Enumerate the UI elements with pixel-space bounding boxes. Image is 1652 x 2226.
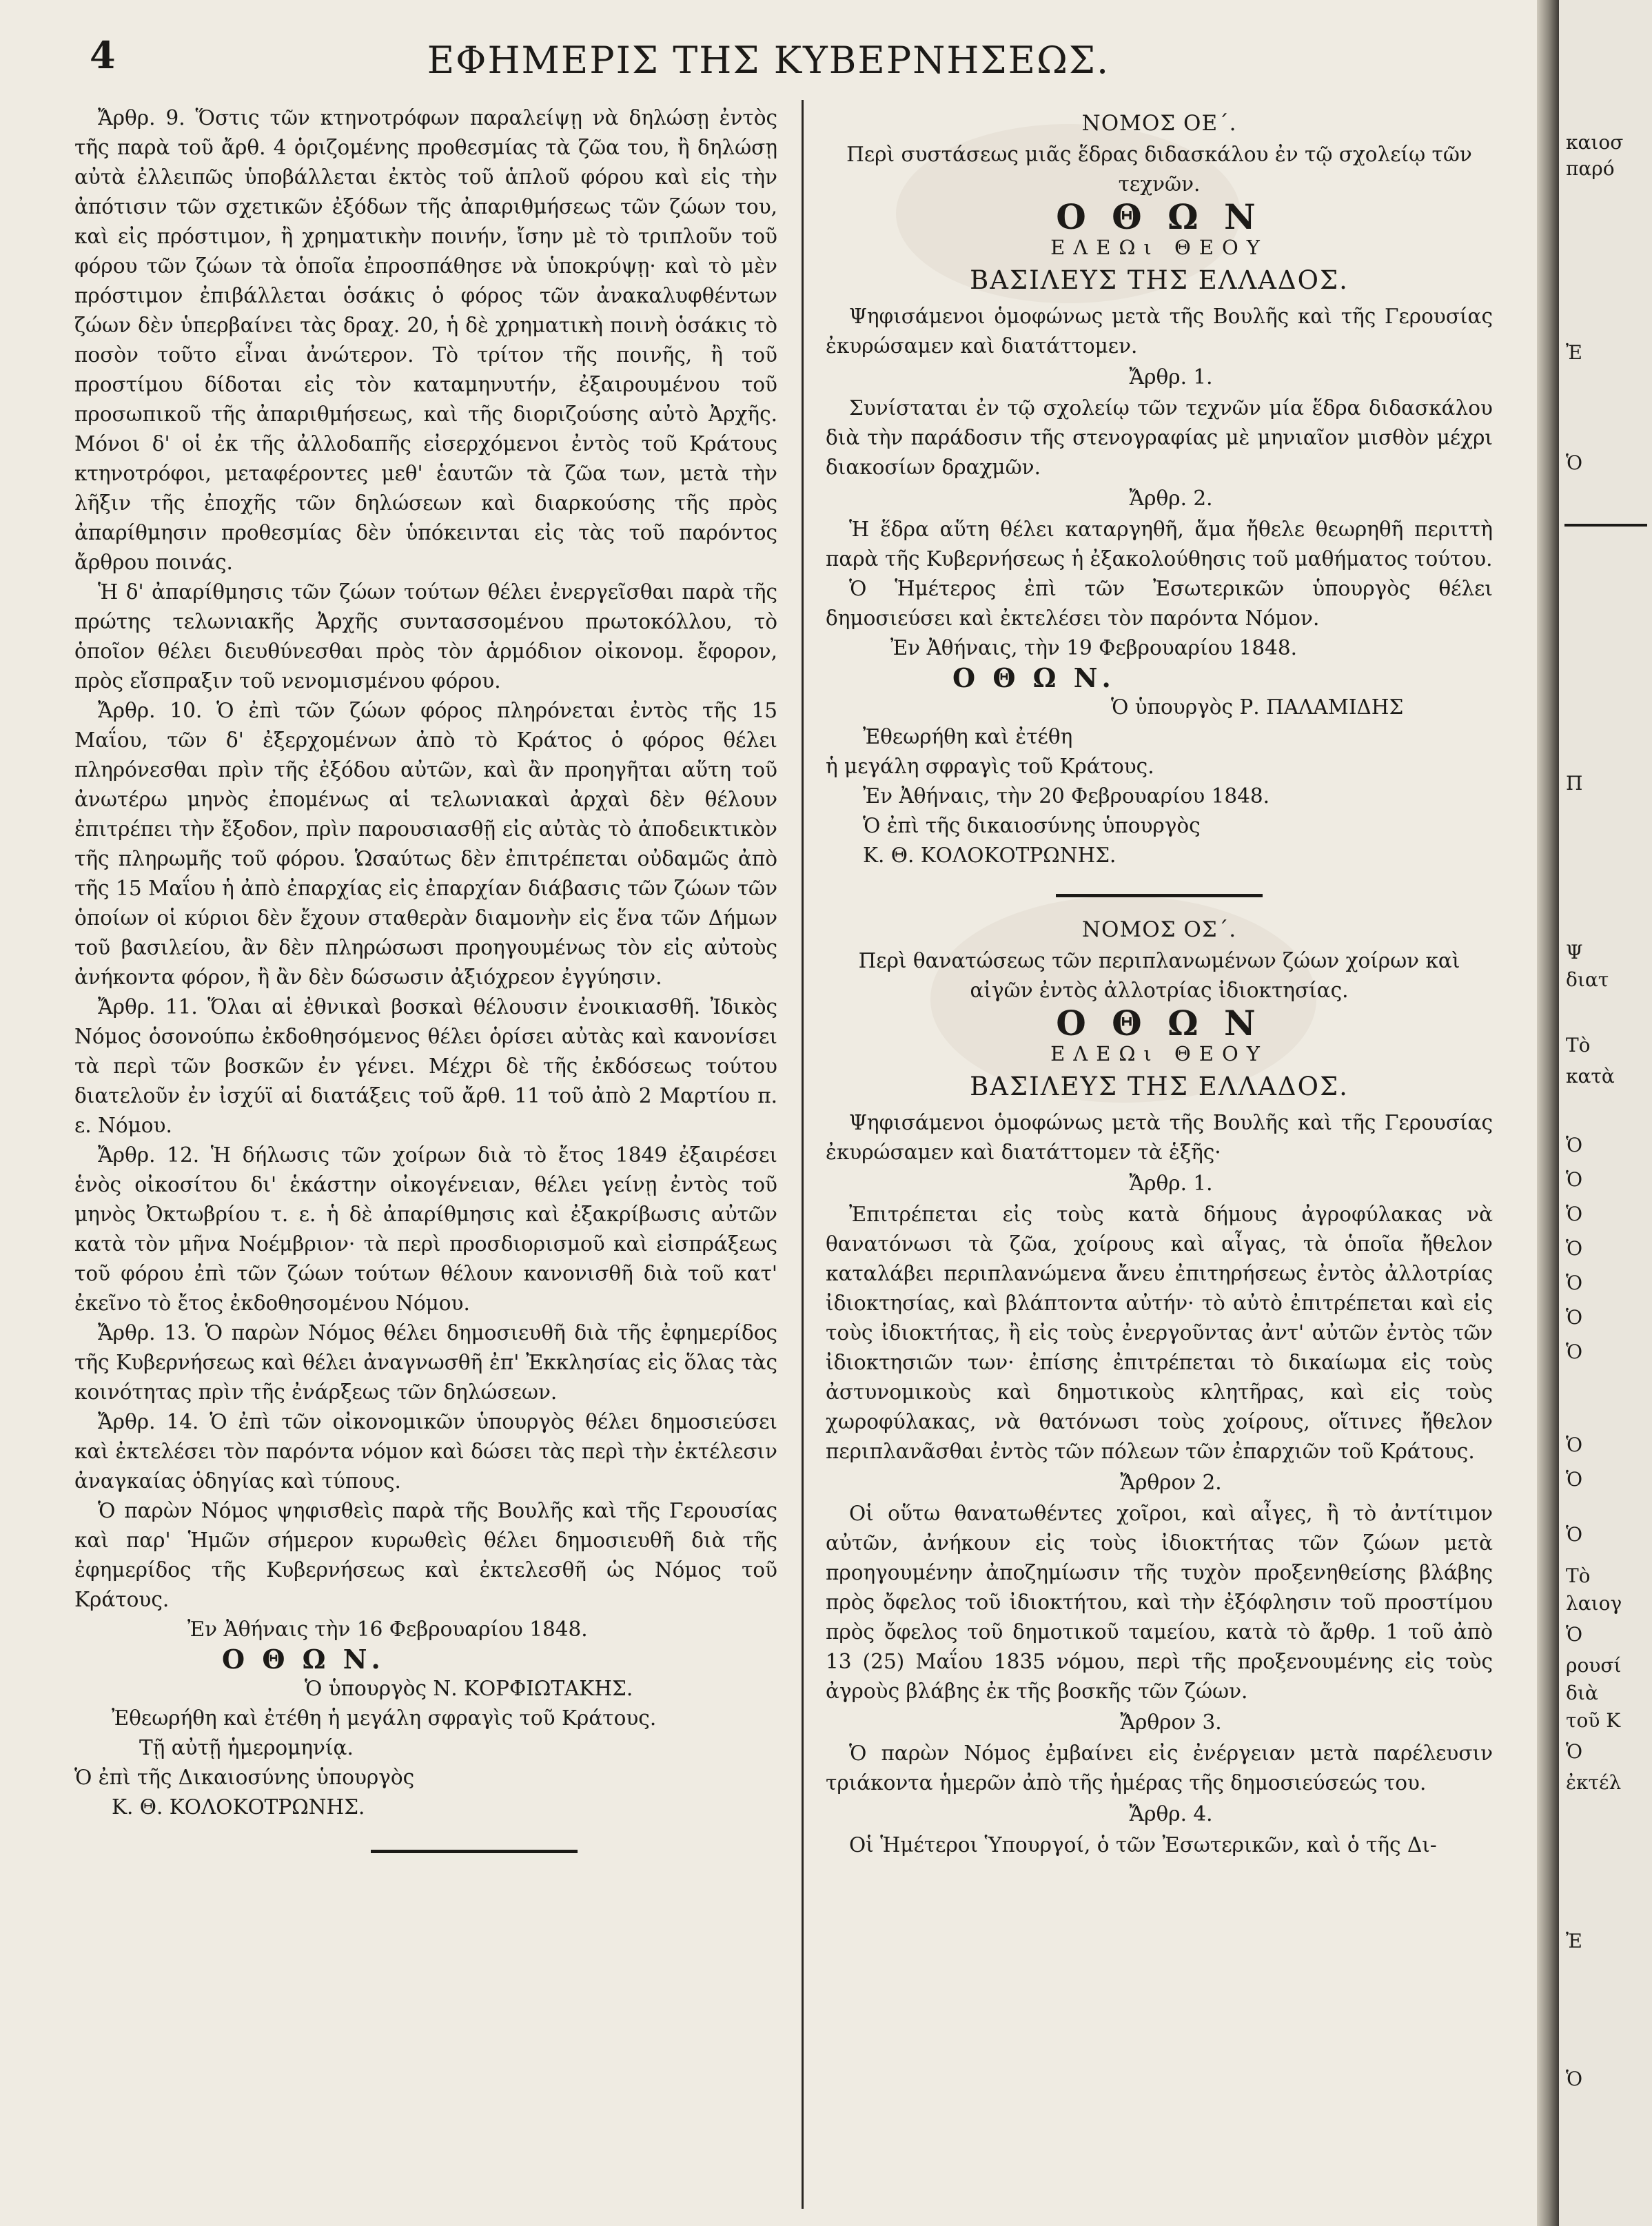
right-column xyxy=(826,103,1493,1860)
law-76-subject: Περὶ θανατώσεως τῶν περιπλανωμένων ζώων χοίρων καὶ αἰγῶν ἐντὸς ἀλλοτρίας ἰδιοκτησίας. xyxy=(858,949,1460,1002)
adjacent-text-fragment: κατὰ xyxy=(1566,1065,1615,1088)
adjacent-text-fragment: διατ xyxy=(1566,968,1609,991)
law-76-article-1-heading: Ἄρθρ. 1. xyxy=(1129,1172,1213,1195)
adjacent-text-fragment: παρό xyxy=(1566,157,1615,180)
article-9: Ἄρθρ. 9. Ὅστις τῶν κτηνοτρόφων παραλείψῃ νὰ δηλώσῃ ἐντὸς τῆς παρὰ τοῦ ἄρθ. 4 ὁριζομένης προθεσμίας τὰ ζῶα του, ἢ δηλώσῃ αὐτὰ ἐλλειπῶς ὑποβάλλεται ἐκτὸς τοῦ ἁπλοῦ φόρου καὶ εἰς τὴν ἀπότισιν τῶν σχετικῶν ἐξόδων τῆς ἀπαριθμήσεως τῶν ζώων του, καὶ εἰς πρόστιμον, ἢ χρηματικὴν ποινήν, ἴσην μὲ τὸ τριπλοῦν τοῦ φόρου τῶν ζώων τὰ ὁποῖα ἐπροσπάθησε νὰ ὑποκρύψῃ· καὶ τὸ μὲν πρόστιμον ἐπιβάλλεται ὁσάκις ὁ φόρος τῶν ἀνακαλυφθέντων ζώων δὲν ὑπερβαίνει τὰς δραχ. 20, ἡ δὲ χρηματικὴ ποινὴ ὁσάκις τὸ ποσὸν τοῦτο εἶναι ἀνώτερον. Τὸ τρίτον τῆς ποινῆς, ἢ τοῦ προστίμου δίδοται εἰς τὸν καταμηνυτήν, ἐξαιρουμένου τοῦ προσωπικοῦ τῆς ἀπαριθμήσεως, καὶ τῆς διοριζούσης αὐτὸ Ἀρχῆς. Μόνοι δ' οἱ ἐκ τῆς ἀλλοδαπῆς εἰσερχόμενοι ἐντὸς τοῦ Κράτους κτηνοτρόφοι, μεταφέροντες μεθ' ἑαυτῶν τὰ ζῶα των, μετὰ τὴν λῆξιν τῆς ἐποχῆς τῶν δηλώσεων καὶ διαρκούσης τῆς πρὸς ἀπαρίθμησιν προθεσμίας δὲν ὑπόκεινται εἰς τὰς τοῦ παρόντος ἄρθρου ποινάς. xyxy=(74,106,777,574)
adjacent-text-fragment: Ὁ xyxy=(1566,1237,1583,1260)
law-75-number: ΝΟΜΟΣ ΟΕ΄. xyxy=(1081,111,1237,136)
law-75-article-1: Συνίσταται ἐν τῷ σχολείῳ τῶν τεχνῶν μία ἕδρα διδασκάλου διὰ τὴν παράδοσιν τῆς στενογραφίας μὲ μηνιαῖον μισθὸν μέχρι διακοσίων δραχμῶν. xyxy=(826,396,1493,479)
adjacent-text-fragment: ρουσί xyxy=(1566,1654,1622,1677)
adjacent-rule xyxy=(1564,524,1647,527)
law-76-royal-title: ΒΑΣΙΛΕΥΣ ΤΗΣ ΕΛΛΑΔΟΣ. xyxy=(970,1072,1349,1101)
adjacent-text-fragment: Τὸ xyxy=(1566,1564,1591,1587)
law-76-article-3-heading: Ἄρθρον 3. xyxy=(1120,1711,1222,1734)
law-76-article-4-heading: Ἄρθρ. 4. xyxy=(1129,1802,1213,1826)
law-76-number: ΝΟΜΟΣ ΟΣ΄. xyxy=(1081,917,1237,942)
adjacent-text-fragment: διὰ xyxy=(1566,1682,1598,1704)
same-date-note: Τῇ αὐτῇ ἡμερομηνίᾳ. xyxy=(139,1736,354,1759)
law-76-grace: ΕΛΕΩι ΘΕΟΥ xyxy=(1050,1042,1268,1065)
law-76-king: Ο Θ Ω Ν xyxy=(1056,1003,1263,1043)
running-title: ΕΦΗΜΕΡΙΣ ΤΗΣ ΚΥΒΕΡΝΗΣΕΩΣ. xyxy=(427,39,1110,82)
seal-note: Ἐθεωρήθη καὶ ἐτέθη ἡ μεγάλη σφραγὶς τοῦ Κράτους. xyxy=(112,1706,657,1730)
law-75-signature: Ο Θ Ω Ν. xyxy=(952,662,1115,693)
closing-formula: Ὁ παρὼν Νόμος ψηφισθεὶς παρὰ τῆς Βουλῆς καὶ τῆς Γερουσίας καὶ παρ' Ἡμῶν σήμερον κυρωθεὶς θέλει δημοσιευθῆ διὰ τῆς ἐφημερίδος τῆς Κυβερνήσεως καὶ ἐκτελεσθῆ ὡς Νόμος τοῦ Κράτους. xyxy=(74,1499,777,1611)
law-75-execution: Ὁ Ἡμέτερος ἐπὶ τῶν Ἐσωτερικῶν ὑπουργὸς θέλει δημοσιεύσει καὶ ἐκτελέσει τὸν παρόντα Νόμον. xyxy=(826,577,1493,630)
law-75-justice-name: Κ. Θ. ΚΟΛΟΚΟΤΡΩΝΗΣ. xyxy=(863,844,1116,867)
adjacent-text-fragment: Ὁ xyxy=(1566,1272,1583,1294)
law-76-preamble: Ψηφισάμενοι ὁμοφώνως μετὰ τῆς Βουλῆς καὶ τῆς Γερουσίας ἐκυρώσαμεν καὶ διατάττομεν τὰ ἑξῆς· xyxy=(826,1111,1493,1164)
law-75-seal-2: ἡ μεγάλη σφραγὶς τοῦ Κράτους. xyxy=(826,755,1154,778)
book-gutter xyxy=(1537,0,1559,2226)
king-signature: Ο Θ Ω Ν. xyxy=(222,1644,385,1675)
adjacent-text-fragment: ἐκτέλ xyxy=(1566,1771,1622,1794)
section-rule xyxy=(371,1850,578,1853)
adjacent-text-fragment: Ὁ xyxy=(1566,1306,1583,1329)
law-75-subject: Περὶ συστάσεως μιᾶς ἕδρας διδασκάλου ἐν τῷ σχολείῳ τῶν τεχνῶν. xyxy=(846,143,1472,196)
law-75-king: Ο Θ Ω Ν xyxy=(1056,196,1263,237)
adjacent-text-fragment: Ὁ xyxy=(1566,451,1583,474)
law-75-preamble: Ψηφισάμενοι ὁμοφώνως μετὰ τῆς Βουλῆς καὶ τῆς Γερουσίας ἐκυρώσαμεν καὶ διατάττομεν. xyxy=(826,305,1493,358)
law-75-justice-minister: Ὁ ἐπὶ τῆς δικαιοσύνης ὑπουργὸς xyxy=(863,814,1201,837)
law-75-article-2: Ἡ ἕδρα αὕτη θέλει καταργηθῆ, ἅμα ἤθελε θεωρηθῆ περιττὴ παρὰ τῆς Κυβερνήσεως ἡ ἐξακολούθησις τοῦ μαθήματος τούτου. xyxy=(826,518,1493,571)
left-column xyxy=(74,103,777,1853)
law-75-seal-date: Ἐν Ἀθήναις, τὴν 20 Φεβρουαρίου 1848. xyxy=(863,784,1270,808)
adjacent-page-edge xyxy=(1559,0,1652,2226)
adjacent-text-fragment: Τὸ xyxy=(1566,1034,1591,1056)
law-75-minister: Ὁ ὑπουργὸς Ρ. ΠΑΛΑΜΙΔΗΣ xyxy=(1111,695,1404,719)
adjacent-text-fragment: Π xyxy=(1566,772,1583,795)
section-rule xyxy=(1056,894,1263,897)
law-76-article-2: Οἱ οὕτω θανατωθέντες χοῖροι, καὶ αἶγες, ἢ τὸ ἀντίτιμον αὐτῶν, ἀνήκουν εἰς τοὺς ἰδιοκτήτας τῶν ζώων μετὰ προηγουμένην ἀποζημίωσιν τῆς τυχὸν προξενηθείσης βλάβης πρὸς ὄφελος τοῦ ἰδιοκτήτου, καὶ τὴν ἐξόφλησιν τοῦ προστίμου πρὸς ὄφελος τοῦ δημοτικοῦ ταμείου, κατὰ τὸ ἄρθρ. 1 τοῦ ἀπὸ 13 (25) Μαΐου 1835 νόμου, περὶ τῆς προξενουμένης εἰς τοὺς ἀγροὺς βλάβης ἐκ τῆς βοσκῆς τῶν ζώων. xyxy=(826,1502,1493,1703)
article-12: Ἄρθρ. 12. Ἡ δήλωσις τῶν χοίρων διὰ τὸ ἔτος 1849 ἐξαιρέσει ἑνὸς οἰκοσίτου δι' ἑκάστην οἰκογένειαν, θέλει γείνῃ ἐντὸς τοῦ μηνὸς Ὀκτωβρίου τ. ε. ἡ δὲ ἀπαρίθμησις καὶ ἐξακρίβωσις αὐτῶν κατὰ τὸν μῆνα Νοέμβριον· τὰ περὶ προσδιορισμοῦ καὶ εἰσπράξεως τοῦ φόρου ἐπὶ τῶν ζώων τούτων θέλουν κανονισθῆ διὰ τοῦ κατ' ἐκεῖνο τὸ ἔτος ἐκδοθησομένου Νόμου. xyxy=(74,1143,777,1315)
article-14: Ἄρθρ. 14. Ὁ ἐπὶ τῶν οἰκονομικῶν ὑπουργὸς θέλει δημοσιεύσει καὶ ἐκτελέσει τὸν παρόντα νόμον καὶ δώσει τὰς περὶ τὴν ἐκτέλεσιν ἀναγκαίας ὁδηγίας καὶ τύπους. xyxy=(74,1410,777,1493)
adjacent-text-fragment: λαιογ xyxy=(1566,1592,1622,1615)
enactment-date: Ἐν Ἀθήναις τὴν 16 Φεβρουαρίου 1848. xyxy=(187,1617,588,1641)
column-divider xyxy=(802,100,804,2209)
adjacent-text-fragment: Ὁ xyxy=(1566,1168,1583,1191)
justice-minister-name: Κ. Θ. ΚΟΛΟΚΟΤΡΩΝΗΣ. xyxy=(112,1795,365,1819)
law-76-article-4: Οἱ Ἡμέτεροι Ὑπουργοί, ὁ τῶν Ἐσωτερικῶν, καὶ ὁ τῆς Δι- xyxy=(849,1833,1437,1857)
law-75-royal-title: ΒΑΣΙΛΕΥΣ ΤΗΣ ΕΛΛΑΔΟΣ. xyxy=(970,265,1349,295)
adjacent-text-fragment: Ἐ xyxy=(1566,1930,1582,1952)
justice-minister-title: Ὁ ἐπὶ τῆς Δικαιοσύνης ὑπουργὸς xyxy=(74,1766,415,1789)
adjacent-text-fragment: Ὁ xyxy=(1566,1523,1583,1546)
adjacent-text-fragment: Ὁ xyxy=(1566,1340,1583,1363)
minister-signature: Ὁ ὑπουργὸς Ν. ΚΟΡΦΙΩΤΑΚΗΣ. xyxy=(305,1677,633,1700)
law-75-grace: ΕΛΕΩι ΘΕΟΥ xyxy=(1050,236,1268,259)
adjacent-text-fragment: Ὁ xyxy=(1566,1433,1583,1456)
adjacent-text-fragment: καιοσ xyxy=(1566,131,1624,154)
page-number: 4 xyxy=(90,33,116,77)
article-10: Ἄρθρ. 10. Ὁ ἐπὶ τῶν ζώων φόρος πληρόνεται ἐντὸς τῆς 15 Μαΐου, τῶν δ' ἐξερχομένων ἀπὸ τὸ Κράτος ὁ φόρος θέλει πληρόνεσθαι πρὶν τῆς ἐξόδου αὐτῶν, καὶ ἂν προηγῆται αὕτη τοῦ ἀνωτέρω μηνὸς ἐπομένως αἱ τελωνιακαὶ ἀρχαὶ δὲν θέλουν ἐπιτρέπει τὴν ἔξοδον, πρὶν παρουσιασθῇ εἰς αὐτὰς τὸ ἀποδεικτικὸν τῆς πληρωμῆς τοῦ φόρου. Ὡσαύτως δὲν ἐπιτρέπεται οὐδαμῶς ἀπὸ τῆς 15 Μαΐου ἡ ἀπὸ ἐπαρχίας εἰς ἐπαρχίαν διάβασις τῶν ζώων τῶν ὁποίων οἱ κύριοι δὲν ἔχουν σταθερὰν διαμονὴν εἰς ἕνα τῶν Δήμων τοῦ βασιλείου, ἂν δὲν πληρώσωσι προηγουμένως τὸν εἰς αὐτοὺς ἀνήκοντα φόρον, ἢ ἂν δὲν δώσωσιν ἀξιόχρεον ἐγγύησιν. xyxy=(74,699,777,989)
article-11: Ἄρθρ. 11. Ὅλαι αἱ ἐθνικαὶ βοσκαὶ θέλουσιν ἐνοικιασθῆ. Ἰδικὸς Νόμος ὁσονούπω ἐκδοθησόμενος θέλει ὁρίσει αὐτὰς καὶ κανονίσει τὰ περὶ τῶν βοσκῶν ἐν γένει. Μέχρι δὲ τῆς ἐκδόσεως τούτου διατελοῦν ἐν ἰσχύϊ αἱ διατάξεις τοῦ ἄρθ. 11 τοῦ ἀπὸ 2 Μαρτίου π. ε. Νόμου. xyxy=(74,995,777,1137)
law-75-seal-1: Ἐθεωρήθη καὶ ἐτέθη xyxy=(863,725,1073,748)
law-76-article-3: Ὁ παρὼν Νόμος ἐμβαίνει εἰς ἐνέργειαν μετὰ παρέλευσιν τριάκοντα ἡμερῶν ἀπὸ τῆς ἡμέρας τῆς δημοσιεύσεώς του. xyxy=(826,1742,1493,1795)
adjacent-text-fragment: Ψ xyxy=(1566,941,1583,963)
adjacent-text-fragment: Ὁ xyxy=(1566,1203,1583,1225)
adjacent-text-fragment: Ὁ xyxy=(1566,1134,1583,1156)
adjacent-text-fragment: Ὁ xyxy=(1566,1623,1583,1646)
article-13: Ἄρθρ. 13. Ὁ παρὼν Νόμος θέλει δημοσιευθῆ διὰ τῆς ἐφημερίδος τῆς Κυβερνήσεως καὶ θέλει ἀναγνωσθῆ ἐπ' Ἐκκλησίας εἰς ὅλας τὰς κοινότητας πρὶν τῆς ἐνάρξεως τῶν δηλώσεων. xyxy=(74,1321,777,1404)
adjacent-text-fragment: Ὁ xyxy=(1566,2067,1583,2090)
law-75-date: Ἐν Ἀθήναις, τὴν 19 Φεβρουαρίου 1848. xyxy=(890,636,1298,660)
adjacent-text-fragment: τοῦ Κ xyxy=(1566,1709,1621,1732)
article-9-paragraph-2: Ἡ δ' ἀπαρίθμησις τῶν ζώων τούτων θέλει ἐνεργεῖσθαι παρὰ τῆς πρώτης τελωνιακῆς Ἀρχῆς συντασσομένου πρωτοκόλλου, τὸ ὁποῖον θέλει διευθύνεσθαι πρὸς τὸν ἁρμόδιον οἰκονομ. ἔφορον, πρὸς εἴσπραξιν τοῦ νενομισμένου φόρου. xyxy=(74,580,777,693)
law-76-article-2-heading: Ἄρθρον 2. xyxy=(1120,1471,1222,1494)
law-75-article-1-heading: Ἄρθρ. 1. xyxy=(1129,365,1213,389)
adjacent-text-fragment: Ὁ xyxy=(1566,1740,1583,1763)
adjacent-text-fragment: Ἐ xyxy=(1566,341,1582,364)
law-76-article-1: Ἐπιτρέπεται εἰς τοὺς κατὰ δήμους ἀγροφύλακας νὰ θανατόνωσι τὰ ζῶα, χοίρους καὶ αἶγας, τὰ ὁποῖα ἤθελον καταλάβει περιπλανώμενα ἄνευ ἐπιτηρήσεως ἐντὸς ἀλλοτρίας ἰδιοκτησίας, καὶ βλάπτοντα αὐτήν· τὸ αὐτὸ ἐπιτρέπεται καὶ εἰς τοὺς ἰδιοκτήτας, ἢ εἰς τοὺς ἐνεργοῦντας ἀντ' αὐτῶν ἐντὸς τῶν ἰδιοκτησιῶν των· ἐπίσης ἐπιτρέπεται τὸ δικαίωμα εἰς τοὺς ἀστυνομικοὺς καὶ δημοτικοὺς κλητῆρας, καὶ εἰς τοὺς χωροφύλακας, νὰ θατόνωσι τοὺς χοίρους, οἵτινες ἤθελον περιπλανᾶσθαι ἐντὸς τῶν πόλεων τῶν ἐπαρχιῶν τοῦ Κράτους. xyxy=(826,1203,1493,1463)
adjacent-text-fragment: Ὁ xyxy=(1566,1468,1583,1491)
law-75-article-2-heading: Ἄρθρ. 2. xyxy=(1129,487,1213,510)
